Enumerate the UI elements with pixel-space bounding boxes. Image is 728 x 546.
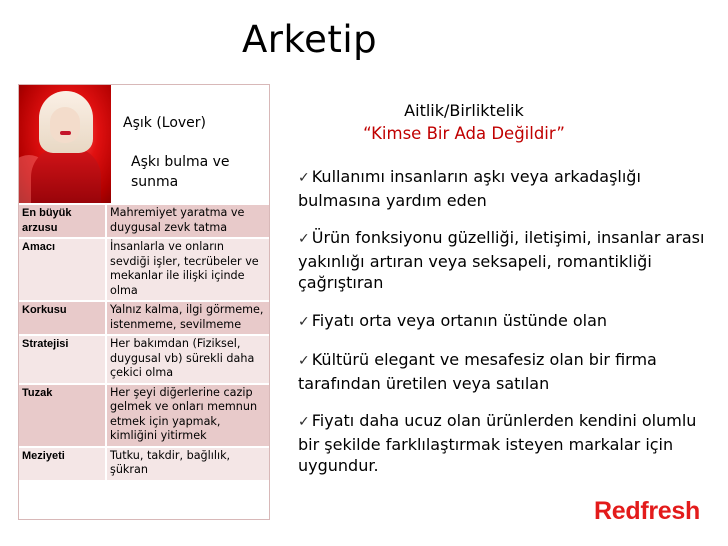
bullet-text: Fiyatı orta veya ortanın üstünde olan bbox=[311, 310, 608, 330]
row-value: Her şeyi diğerlerine cazip gelmek ve onları memnun etmek için yapmak, kimliğini yitirmek bbox=[106, 384, 269, 447]
checkmark-icon: ✓ bbox=[298, 313, 310, 330]
list-item bbox=[298, 349, 710, 394]
table-row bbox=[19, 447, 269, 480]
bullet-text: Kültürü elegant ve mesafesiz olan bir firma tarafından üretilen veya satılan bbox=[298, 350, 657, 393]
slide-title: Arketip bbox=[242, 18, 378, 61]
archetype-goal-line-2: sunma bbox=[131, 174, 179, 190]
archetype-card bbox=[18, 84, 270, 520]
row-value: Tutku, takdir, bağlılık, şükran bbox=[106, 447, 269, 480]
table-row bbox=[19, 335, 269, 384]
table-row bbox=[19, 204, 269, 238]
archetype-role: Aşık (Lover) bbox=[123, 115, 207, 131]
archetype-goal bbox=[131, 152, 230, 192]
row-key: Stratejisi bbox=[19, 335, 106, 384]
table-row bbox=[19, 301, 269, 335]
section-heading: Aitlik/Birliktelik bbox=[404, 101, 524, 120]
row-key: Amacı bbox=[19, 238, 106, 301]
list-item bbox=[298, 227, 710, 294]
bullet-text: Fiyatı daha ucuz olan ürünlerden kendini olumlu bir şekilde farklılaştırmak isteyen markalar için uygundur. bbox=[298, 411, 697, 475]
row-key: Tuzak bbox=[19, 384, 106, 447]
list-item bbox=[298, 166, 710, 211]
row-value: Mahremiyet yaratma ve duygusal zevk tatma bbox=[106, 204, 269, 238]
row-key: Korkusu bbox=[19, 301, 106, 335]
row-value: İnsanlarla ve onların sevdiği işler, tecrübeler ve mekanlar ile ilişki içinde olma bbox=[106, 238, 269, 301]
bullet-text: Ürün fonksiyonu güzelliği, iletişimi, insanlar arası yakınlığı artıran veya seksapeli, romantikliği çağrıştıran bbox=[298, 228, 705, 292]
list-item bbox=[298, 410, 710, 477]
section-slogan: “Kimse Bir Ada Değildir” bbox=[363, 124, 565, 143]
row-key: En büyük arzusu bbox=[19, 204, 106, 238]
row-value: Her bakımdan (Fiziksel, duygusal vb) sürekli daha çekici olma bbox=[106, 335, 269, 384]
checkmark-icon: ✓ bbox=[298, 231, 310, 247]
bullet-list bbox=[298, 166, 710, 493]
checkmark-icon: ✓ bbox=[298, 414, 310, 430]
row-value: Yalnız kalma, ilgi görmeme, istenmeme, sevilmeme bbox=[106, 301, 269, 335]
bullet-text: Kullanımı insanların aşkı veya arkadaşlığı bulmasına yardım eden bbox=[298, 167, 641, 210]
checkmark-icon: ✓ bbox=[298, 170, 310, 186]
brand-logo: Redfresh bbox=[594, 497, 700, 525]
checkmark-icon: ✓ bbox=[298, 353, 310, 369]
row-key: Meziyeti bbox=[19, 447, 106, 480]
list-item bbox=[298, 310, 710, 334]
table-row bbox=[19, 238, 269, 301]
archetype-goal-line-1: Aşkı bulma ve bbox=[131, 154, 230, 170]
archetype-photo bbox=[19, 85, 111, 203]
archetype-table bbox=[19, 203, 269, 480]
table-row bbox=[19, 384, 269, 447]
